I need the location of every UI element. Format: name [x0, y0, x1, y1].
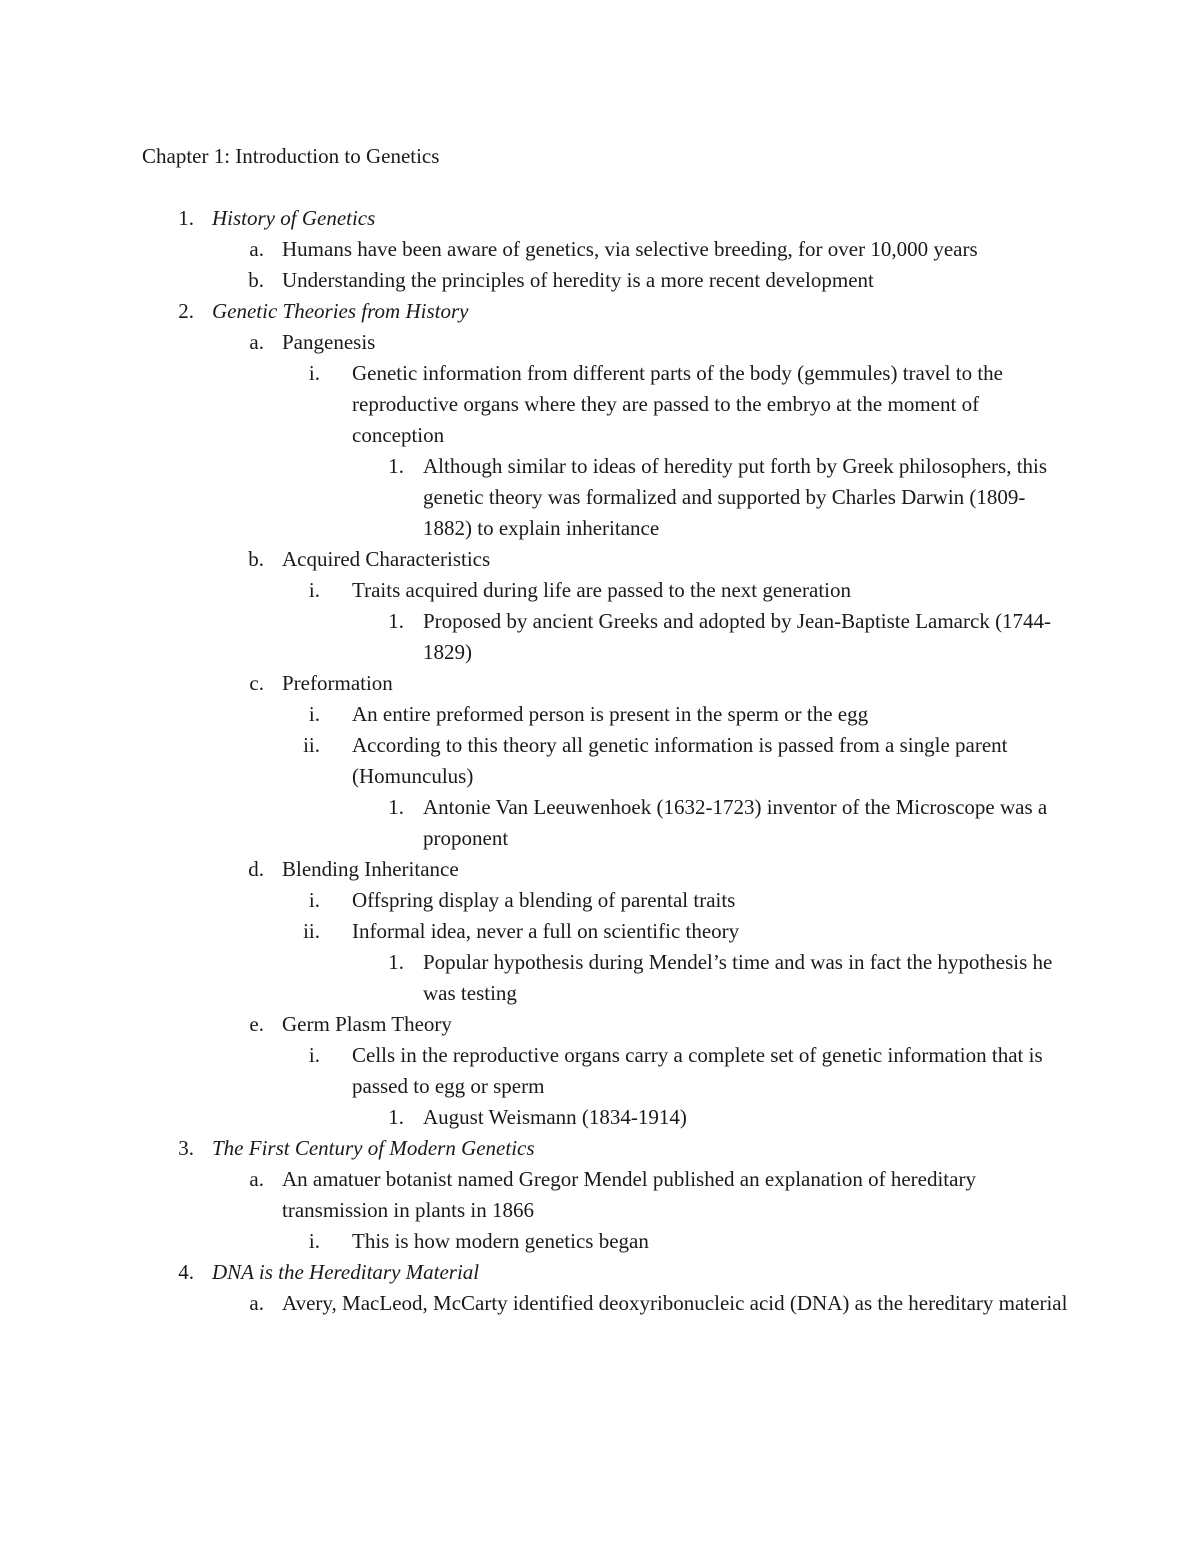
- section-heading: History of Genetics: [212, 206, 376, 230]
- list-marker: 1.: [388, 950, 404, 974]
- list-item: [0, 699, 1072, 730]
- page-title: Chapter 1: Introduction to Genetics: [142, 144, 440, 168]
- list-item-text: An amatuer botanist named Gregor Mendel published an explanation of hereditary transmission in plants in 1866: [282, 1167, 976, 1222]
- list-marker: i.: [308, 578, 320, 602]
- list-marker: b.: [248, 547, 264, 571]
- list-item-text: Cells in the reproductive organs carry a complete set of genetic information that is passed to egg or sperm: [352, 1043, 1043, 1098]
- list-marker: ii.: [303, 733, 320, 757]
- list-item-text: Understanding the principles of heredity is a more recent development: [282, 268, 874, 292]
- list-item-text: Popular hypothesis during Mendel’s time and was in fact the hypothesis he was testing: [423, 950, 1053, 1005]
- list-marker: i.: [308, 1043, 320, 1067]
- section-history: [0, 203, 1072, 234]
- list-item-text: This is how modern genetics began: [352, 1229, 649, 1253]
- list-item-text: Antonie Van Leeuwenhoek (1632-1723) inventor of the Microscope was a proponent: [423, 795, 1048, 850]
- list-marker: 1.: [388, 1105, 404, 1129]
- list-item-text: Germ Plasm Theory: [282, 1012, 452, 1036]
- list-item-text: Genetic information from different parts of the body (gemmules) travel to the reproductive organs where they are passed to the embryo at the moment of conception: [352, 361, 1003, 447]
- list-item: [0, 916, 1072, 947]
- list-item: [0, 606, 1073, 668]
- list-item-text: Offspring display a blending of parental traits: [352, 888, 736, 912]
- list-marker: e.: [249, 1012, 264, 1036]
- list-item: [0, 885, 1072, 916]
- list-marker: 2.: [178, 299, 194, 323]
- list-marker: ii.: [303, 919, 320, 943]
- list-item-text: An entire preformed person is present in the sperm or the egg: [352, 702, 869, 726]
- list-marker: i.: [308, 1229, 320, 1253]
- list-item: [0, 854, 1072, 885]
- list-item: [0, 668, 1072, 699]
- list-marker: a.: [249, 237, 264, 261]
- list-item: [0, 265, 1072, 296]
- section-heading: Genetic Theories from History: [212, 299, 469, 323]
- list-item: [0, 1288, 1072, 1319]
- section-first-century: [0, 1133, 1072, 1164]
- section-genetic-theories: [0, 296, 1072, 327]
- list-marker: i.: [308, 888, 320, 912]
- list-item: [0, 1102, 1073, 1133]
- list-marker: 3.: [178, 1136, 194, 1160]
- list-item-text: Although similar to ideas of heredity put forth by Greek philosophers, this genetic theory was formalized and supported by Charles Darwin (1809-1882) to explain inheritance: [423, 454, 1048, 540]
- list-item: [0, 730, 1072, 792]
- list-item: [0, 1164, 1072, 1226]
- list-marker: c.: [249, 671, 264, 695]
- list-item-text: Traits acquired during life are passed to the next generation: [352, 578, 851, 602]
- list-marker: a.: [249, 330, 264, 354]
- list-item: [0, 544, 1072, 575]
- outline: [0, 203, 1200, 1319]
- list-item: [0, 358, 1072, 451]
- list-marker: 1.: [388, 454, 404, 478]
- list-item: [0, 575, 1072, 606]
- list-marker: d.: [248, 857, 264, 881]
- list-item-text: Avery, MacLeod, McCarty identified deoxyribonucleic acid (DNA) as the hereditary material: [282, 1291, 1068, 1315]
- list-item: [0, 451, 1073, 544]
- section-dna: [0, 1257, 1072, 1288]
- list-item: [0, 327, 1072, 358]
- list-marker: a.: [249, 1291, 264, 1315]
- list-item: [0, 1009, 1072, 1040]
- list-marker: 1.: [388, 795, 404, 819]
- list-item-text: Preformation: [282, 671, 393, 695]
- list-item: [0, 234, 1072, 265]
- list-item-text: August Weismann (1834-1914): [423, 1105, 687, 1129]
- list-item-text: Pangenesis: [282, 330, 376, 354]
- list-item: [0, 1040, 1072, 1102]
- list-item: [0, 792, 1073, 854]
- section-heading: The First Century of Modern Genetics: [212, 1136, 535, 1160]
- list-marker: 4.: [178, 1260, 194, 1284]
- list-marker: 1.: [178, 206, 194, 230]
- list-item-text: Proposed by ancient Greeks and adopted by Jean-Baptiste Lamarck (1744-1829): [423, 609, 1052, 664]
- list-item: [0, 1226, 1072, 1257]
- list-item-text: According to this theory all genetic information is passed from a single parent (Homunculus): [352, 733, 1008, 788]
- list-marker: i.: [308, 361, 320, 385]
- list-marker: 1.: [388, 609, 404, 633]
- list-marker: i.: [308, 702, 320, 726]
- list-marker: b.: [248, 268, 264, 292]
- list-item-text: Acquired Characteristics: [282, 547, 491, 571]
- list-item: [0, 947, 1073, 1009]
- list-item-text: Humans have been aware of genetics, via selective breeding, for over 10,000 years: [282, 237, 978, 261]
- list-marker: a.: [249, 1167, 264, 1191]
- section-heading: DNA is the Hereditary Material: [212, 1260, 480, 1284]
- list-item-text: Blending Inheritance: [282, 857, 459, 881]
- list-item-text: Informal idea, never a full on scientific theory: [352, 919, 740, 943]
